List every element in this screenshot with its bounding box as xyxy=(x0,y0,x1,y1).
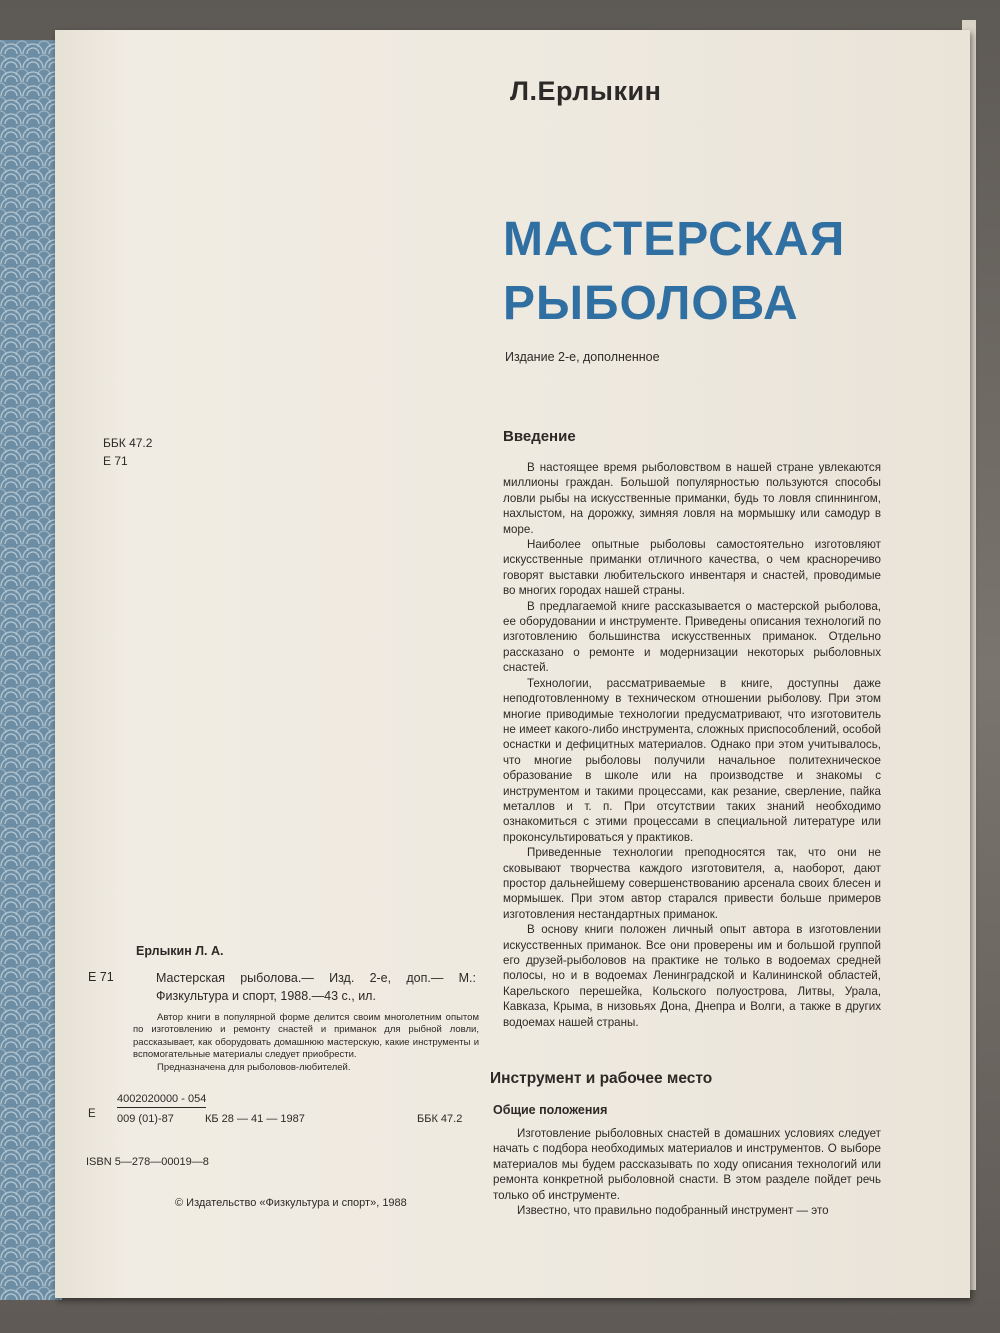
catalog-number-top: 4002020000 - 054 xyxy=(117,1093,206,1108)
section-paragraph: Известно, что правильно подобранный инструмент — это xyxy=(517,1204,829,1218)
section-text xyxy=(493,1126,881,1218)
catalog-bbk: ББК 47.2 xyxy=(417,1113,463,1125)
intro-paragraph: В предлагаемой книге рассказывается о мастерской рыболова, ее оборудовании и инструменте. Приведены описания технологий по изготовлению большинства искусственных приманок. Отдельно рассказано о ремонте и модернизации некоторых рыболовных снастей. xyxy=(503,599,881,675)
book-title-line-1: МАСТЕРСКАЯ xyxy=(503,213,846,266)
author-mark: Е 71 xyxy=(103,454,128,468)
catalog-kb: КБ 28 — 41 — 1987 xyxy=(205,1113,305,1125)
intro-heading: Введение xyxy=(503,428,576,445)
intro-paragraph: Наиболее опытные рыболовы самостоятельно изготовляют искусственные приманки отличного качества, о чем красноречиво говорят выставки любительского инвентаря и снастей, проводимые во многих городах нашей страны. xyxy=(503,538,881,598)
intro-paragraph: Приведенные технологии преподносятся так, что они не сковывают творчества каждого изготовителя, а, наоборот, дают простор дальнейшему совершенствованию арсенала своих блесен и мормышек. При этом автор старался привести больше примеров изготовления нестандартных приманок. xyxy=(503,846,881,921)
intro-paragraph: Технологии, рассматриваемые в книге, доступны даже неподготовленному в техническом отношении рыболову. При этом многие приводимые технологии предусматривают, что изготовитель не имеет какого-либо инструмента, сложных приспособлений, особой оснастки и дефицитных материалов. Однако при этом учитывалось, что многие рыболовы получили начальное политехническое образование в школе или на производстве и знакомы с инструментом и такими процессами, как резание, сверление, пайка металлов и т. п. При отсутствии таких знаний необходимо ознакомиться с этими процессами в специальной литературе или проконсультироваться у практиков. xyxy=(503,676,881,844)
book-page xyxy=(55,30,970,1298)
annotation-paragraph: Автор книги в популярной форме делится своим многолетним опытом по изготовлению и ремонту снастей и приманок для рыбной ловли, рассказывает, как оборудовать домашнюю мастерскую, какие инструменты и вспомогательные материалы следует приобрести. xyxy=(133,1012,479,1061)
catalog-number-bottom: 009 (01)-87 xyxy=(117,1113,174,1125)
catalog-author: Ерлыкин Л. А. xyxy=(136,944,224,958)
section-heading: Инструмент и рабочее место xyxy=(490,1070,713,1087)
catalog-description: Мастерская рыболова.— Изд. 2-е, доп.— М.: Физкультура и спорт, 1988.—43 с., ил. xyxy=(156,971,476,1003)
bbk-code: ББК 47.2 xyxy=(103,436,153,450)
bbk-classification xyxy=(103,434,152,470)
intro-text xyxy=(503,460,881,1030)
cover-pattern xyxy=(0,40,62,1300)
intro-paragraph: В основу книги положен личный опыт автора в изготовлении искусственных приманок. Все они проверены им и большой группой его друзей-рыболовов на практике не только в водоемах средней полосы, но и в водоемах Ленинградской и Калининской областей, Карельского перешейка, Кольского полуострова, Литвы, Урала, Кавказа, Крыма, в низовьях Дона, Днепра и Волги, а также в других водоемах нашей страны. xyxy=(503,923,881,1029)
subsection-heading: Общие положения xyxy=(493,1103,608,1117)
catalog-annotation xyxy=(133,1012,479,1074)
book-title-line-2: РЫБОЛОВА xyxy=(503,277,799,330)
catalog-letter: Е xyxy=(88,1108,96,1120)
annotation-paragraph: Предназначена для рыболовов-любителей. xyxy=(157,1061,351,1073)
isbn: ISBN 5—278—00019—8 xyxy=(86,1156,209,1168)
intro-paragraph: В настоящее время рыболовством в нашей стране увлекаются миллионы граждан. Большой популярностью пользуются способы ловли рыбы на искусственные приманки, будь то ловля спиннингом, нахлыстом, на дорожку, зимняя ловля на мормышку или самодур в море. xyxy=(503,461,881,536)
copyright-line: © Издательство «Физкультура и спорт», 1988 xyxy=(175,1197,407,1209)
edition-note: Издание 2-е, дополненное xyxy=(505,350,660,364)
section-paragraph: Изготовление рыболовных снастей в домашних условиях следует начать с подбора необходимых материалов и инструментов. О выборе материалов мы будем рассказывать по ходу описания технологий или ремонта конкретной рыболовной снасти. В этом разделе пойдет речь только об инструменте. xyxy=(493,1127,881,1202)
catalog-code: Е 71 xyxy=(88,970,114,984)
author-name: Л.Ерлыкин xyxy=(510,76,662,106)
